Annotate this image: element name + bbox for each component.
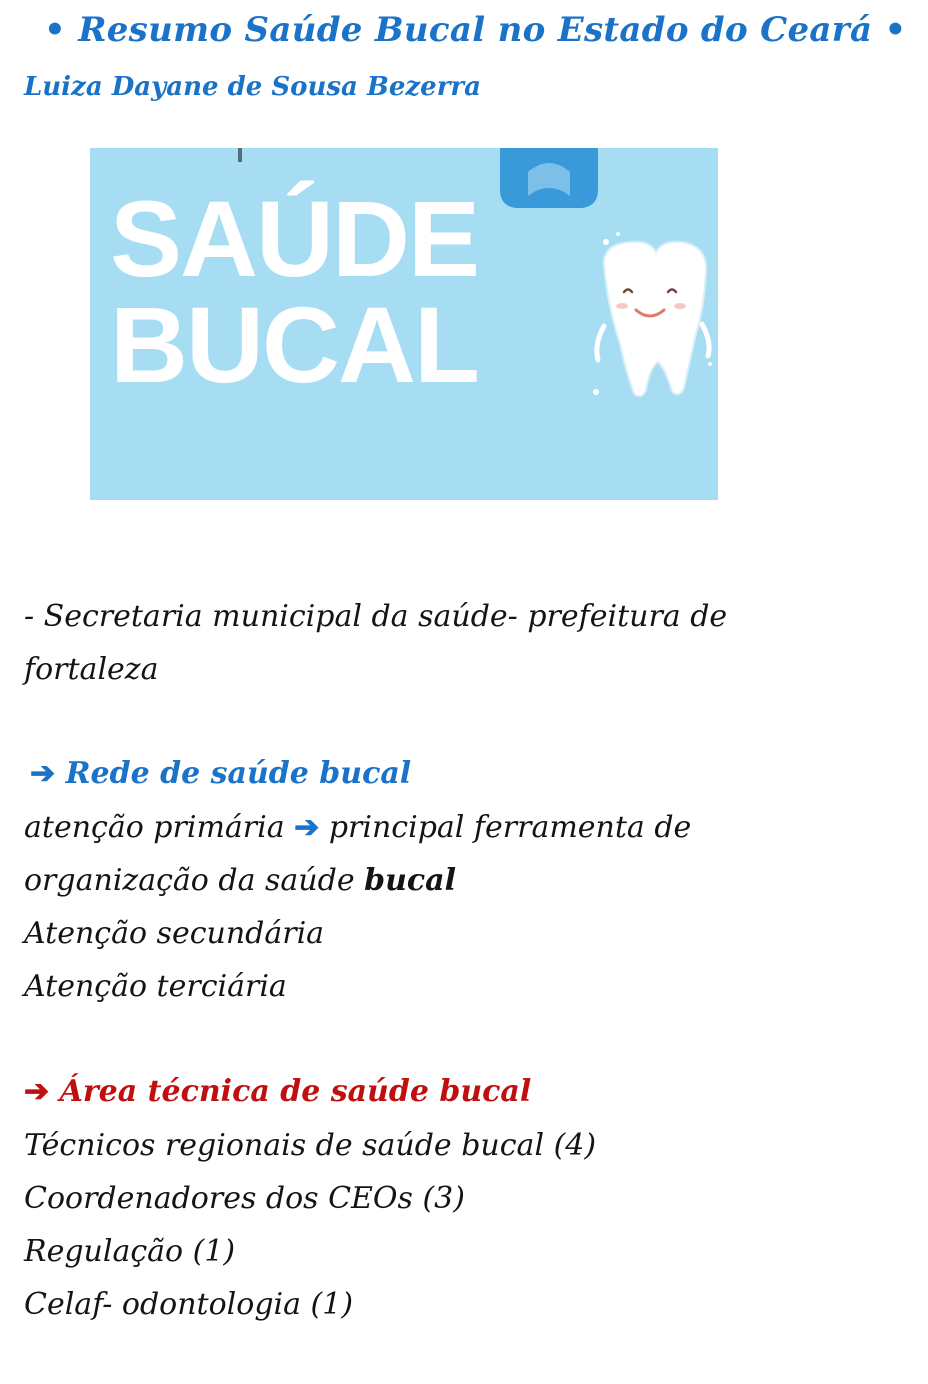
section-area-tecnica-heading-text: Área técnica de saúde bucal [59,1074,532,1109]
intro-line-2: fortaleza [24,652,159,687]
title-bullet-right: • [884,10,907,50]
rede-item-primaria-line2: organização da saúde [24,863,355,898]
rede-item-primaria-label: atenção primária [24,810,285,845]
title-text: Resumo Saúde Bucal no Estado do Ceará [78,10,873,50]
author-name: Luiza Dayane de Sousa Bezerra [24,72,481,102]
rede-item-primaria-bold: bucal [364,863,457,898]
rede-item-primaria [24,801,691,854]
document-title [44,10,906,50]
intro-line-1: - Secretaria municipal da saúde- prefeitura de [24,599,728,634]
banner-line-1: SAÚDE [110,178,479,299]
rede-item-secundaria: Atenção secundária [24,916,325,951]
rede-item-terciaria: Atenção terciária [24,969,287,1004]
section-rede-heading-text: Rede de saúde bucal [65,756,412,791]
arrow-right-icon: ➔ [294,810,320,845]
section-area-tecnica-heading [24,1074,531,1109]
arrow-right-icon: ➔ [30,756,56,791]
banner-title [110,178,479,405]
banner-line-2: BUCAL [110,284,478,405]
list-item: Regulação (1) [24,1234,236,1269]
saude-bucal-banner-image [90,148,718,500]
rede-item-primaria-continuation [24,854,456,907]
title-bullet-left: • [44,10,67,50]
list-item: Coordenadores dos CEOs (3) [24,1181,465,1216]
tooth-mascot-icon [597,242,709,397]
rede-item-primaria-description: principal ferramenta de [328,810,692,845]
arrow-right-icon: ➔ [24,1074,50,1109]
list-item: Técnicos regionais de saúde bucal (4) [24,1128,597,1163]
list-item: Celaf- odontologia (1) [24,1287,354,1322]
section-rede-heading [30,756,411,791]
